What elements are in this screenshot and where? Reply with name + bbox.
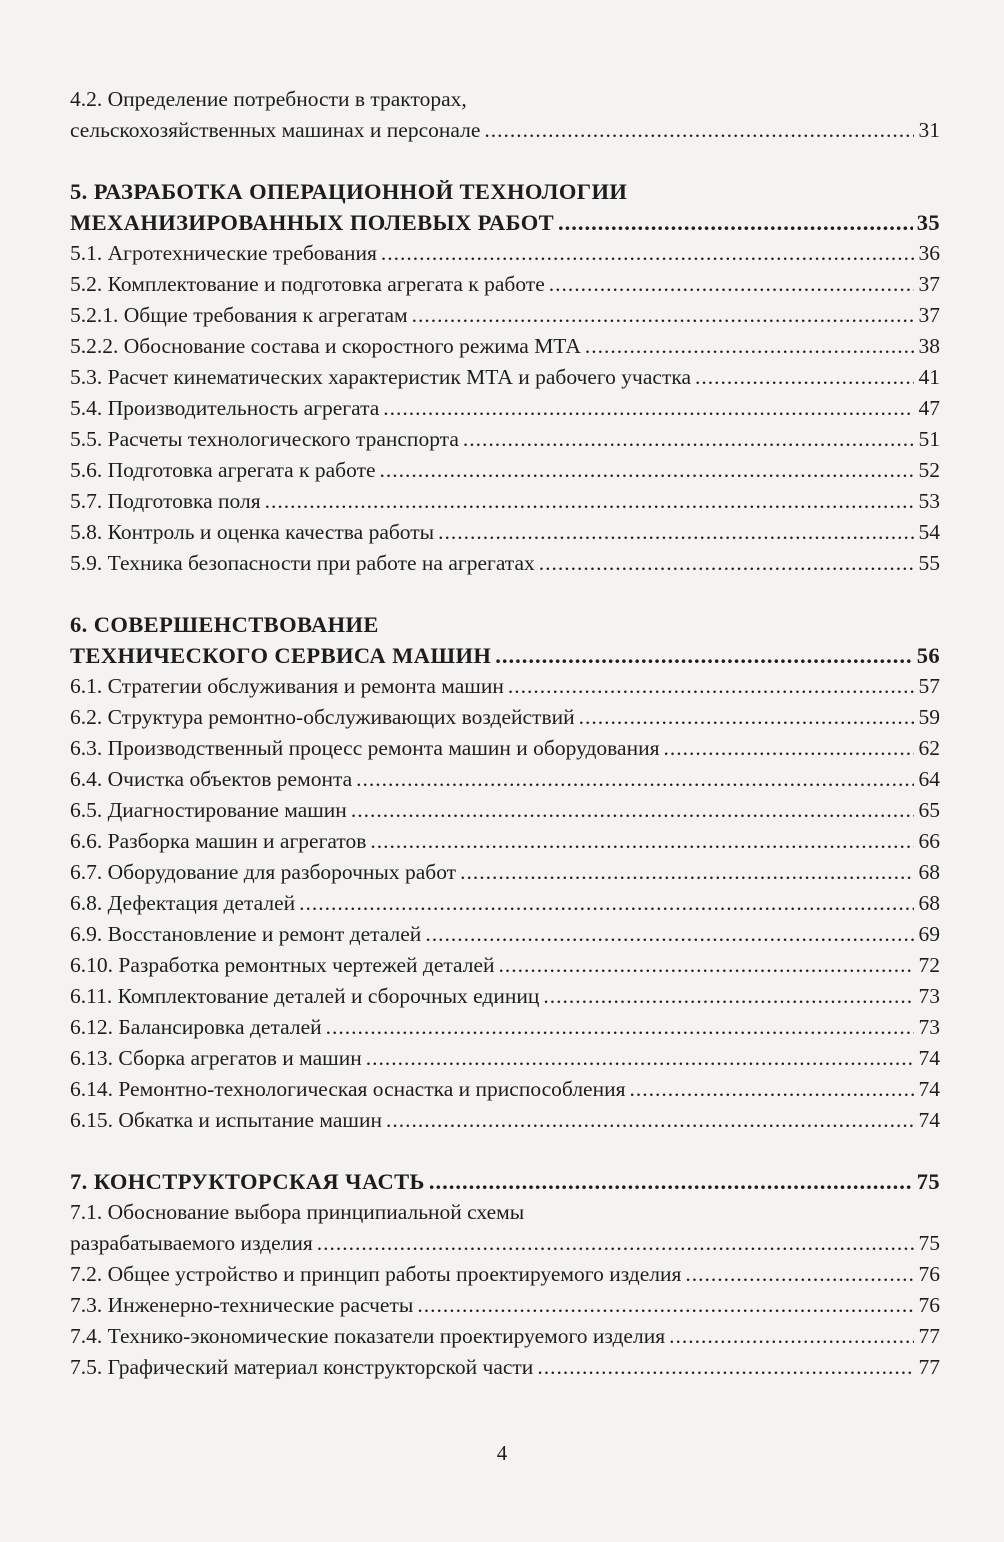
chapter-title: 7. КОНСТРУКТОРСКАЯ ЧАСТЬ <box>70 1169 425 1194</box>
dot-leader <box>265 486 914 517</box>
toc-entry-page: 37 <box>918 272 940 296</box>
toc-entry-page: 47 <box>918 396 940 420</box>
dot-leader <box>508 671 914 702</box>
toc-entry-page: 68 <box>918 891 940 915</box>
toc-entry <box>70 795 940 826</box>
chapter-5-entries <box>70 238 940 579</box>
dot-leader <box>585 331 914 362</box>
toc-entry <box>70 1043 940 1074</box>
toc-entry <box>70 981 940 1012</box>
toc-entry-title: 5.5. Расчеты технологического транспорта <box>70 427 459 451</box>
toc-entry <box>70 486 940 517</box>
dot-leader <box>386 1105 914 1136</box>
toc-entry <box>70 548 940 579</box>
toc-entry-title: 5.9. Техника безопасности при работе на агрегатах <box>70 551 535 575</box>
dot-leader <box>380 455 914 486</box>
dot-leader <box>381 238 914 269</box>
toc-entry-title: 5.4. Производительность агрегата <box>70 396 380 420</box>
dot-leader <box>558 207 913 238</box>
dot-leader <box>351 795 914 826</box>
dot-leader <box>317 1228 914 1259</box>
toc-entry <box>70 826 940 857</box>
toc-entry-title: 7.5. Графический материал конструкторской части <box>70 1355 534 1379</box>
toc-entry-title: 7.4. Технико-экономические показатели проектируемого изделия <box>70 1324 666 1348</box>
toc-entry-page: 36 <box>918 241 940 265</box>
toc-entry-title: 6.13. Сборка агрегатов и машин <box>70 1046 362 1070</box>
toc-entry-page: 75 <box>918 1231 940 1255</box>
toc-entry-title: 5.8. Контроль и оценка качества работы <box>70 520 435 544</box>
toc-entry <box>70 269 940 300</box>
chapter-5-heading <box>70 207 940 238</box>
toc-entry-title: 6.2. Структура ремонтно-обслуживающих воздействий <box>70 705 575 729</box>
chapter-6-heading-line1: 6. СОВЕРШЕНСТВОВАНИЕ <box>70 612 379 637</box>
toc-entry-page: 38 <box>918 334 940 358</box>
toc-entry-title: 5.2. Комплектование и подготовка агрегата к работе <box>70 272 545 296</box>
toc-entry-title: 6.4. Очистка объектов ремонта <box>70 767 353 791</box>
toc-entry <box>70 671 940 702</box>
toc-entry <box>70 1290 940 1321</box>
toc-entry-page: 72 <box>918 953 940 977</box>
dot-leader <box>438 517 914 548</box>
toc-entry-title: 6.11. Комплектование деталей и сборочных единиц <box>70 984 540 1008</box>
toc-entry-title: 5.2.2. Обоснование состава и скоростного режима МТА <box>70 334 581 358</box>
toc-entry-title: 7.3. Инженерно-технические расчеты <box>70 1293 414 1317</box>
toc-entry-page: 77 <box>918 1324 940 1348</box>
toc-entry-title: 6.12. Балансировка деталей <box>70 1015 322 1039</box>
toc-entry-title: 6.6. Разборка машин и агрегатов <box>70 829 367 853</box>
toc-entry-title: 6.1. Стратегии обслуживания и ремонта машин <box>70 674 504 698</box>
toc-entry-page: 76 <box>918 1293 940 1317</box>
toc-entry-page: 74 <box>918 1108 940 1132</box>
chapter-6-entries <box>70 671 940 1136</box>
toc-entry-page: 57 <box>918 674 940 698</box>
toc-entry-page: 76 <box>918 1262 940 1286</box>
chapter-page: 75 <box>916 1169 940 1194</box>
toc-entry <box>70 331 940 362</box>
toc-entry-title: 7.2. Общее устройство и принцип работы проектируемого изделия <box>70 1262 682 1286</box>
toc-entry <box>70 1321 940 1352</box>
toc-entry-title: разрабатываемого изделия <box>70 1231 313 1255</box>
dot-leader <box>299 888 914 919</box>
toc-entry-title: 6.7. Оборудование для разборочных работ <box>70 860 457 884</box>
toc-entry-title: 5.2.1. Общие требования к агрегатам <box>70 303 408 327</box>
dot-leader <box>499 950 914 981</box>
toc-entry <box>70 919 940 950</box>
toc-entry-page: 77 <box>918 1355 940 1379</box>
table-of-contents <box>70 84 940 1383</box>
toc-entry <box>70 702 940 733</box>
toc-entry-page: 53 <box>918 489 940 513</box>
chapter-7-entries <box>70 1259 940 1383</box>
dot-leader <box>429 1166 913 1197</box>
toc-entry-page: 52 <box>918 458 940 482</box>
toc-entry-page: 55 <box>918 551 940 575</box>
toc-entry-title: 6.10. Разработка ремонтных чертежей деталей <box>70 953 495 977</box>
chapter-7-heading <box>70 1166 940 1197</box>
dot-leader <box>463 424 914 455</box>
dot-leader <box>663 733 914 764</box>
toc-entry-title: 6.3. Производственный процесс ремонта машин и оборудования <box>70 736 660 760</box>
toc-entry <box>70 517 940 548</box>
toc-entry-page: 51 <box>918 427 940 451</box>
dot-leader <box>425 919 914 950</box>
toc-entry <box>70 950 940 981</box>
toc-entry-title: 5.3. Расчет кинематических характеристик МТА и рабочего участка <box>70 365 692 389</box>
toc-entry <box>70 300 940 331</box>
dot-leader <box>537 1352 914 1383</box>
chapter-page: 35 <box>916 210 940 235</box>
toc-entry <box>70 1259 940 1290</box>
toc-entry <box>70 424 940 455</box>
toc-entry-title: 6.15. Обкатка и испытание машин <box>70 1108 382 1132</box>
chapter-page: 56 <box>916 643 940 668</box>
toc-entry-page: 31 <box>918 118 940 142</box>
toc-entry-page: 74 <box>918 1077 940 1101</box>
toc-entry <box>70 764 940 795</box>
toc-entry <box>70 1105 940 1136</box>
dot-leader <box>495 640 912 671</box>
dot-leader <box>460 857 914 888</box>
toc-entry-title: сельскохозяйственных машинах и персонале <box>70 118 481 142</box>
toc-entry-title: 5.6. Подготовка агрегата к работе <box>70 458 376 482</box>
dot-leader <box>383 393 914 424</box>
chapter-5-heading-line1: 5. РАЗРАБОТКА ОПЕРАЦИОННОЙ ТЕХНОЛОГИИ <box>70 179 628 204</box>
toc-entry-title: 5.7. Подготовка поля <box>70 489 261 513</box>
toc-entry-title: 6.5. Диагностирование машин <box>70 798 347 822</box>
toc-entry-page: 54 <box>918 520 940 544</box>
toc-entry <box>70 455 940 486</box>
dot-leader <box>366 1043 914 1074</box>
toc-entry-title: 6.14. Ремонтно-технологическая оснастка и приспособления <box>70 1077 626 1101</box>
toc-entry-page: 62 <box>918 736 940 760</box>
chapter-title: ТЕХНИЧЕСКОГО СЕРВИСА МАШИН <box>70 643 492 668</box>
dot-leader <box>370 826 914 857</box>
toc-entry-page: 37 <box>918 303 940 327</box>
toc-entry-7-1-line1: 7.1. Обоснование выбора принципиальной схемы <box>70 1200 525 1224</box>
dot-leader <box>579 702 914 733</box>
toc-entry-title: 6.8. Дефектация деталей <box>70 891 296 915</box>
page-number: 4 <box>496 1441 508 1465</box>
dot-leader <box>669 1321 914 1352</box>
toc-entry <box>70 1012 940 1043</box>
dot-leader <box>412 300 914 331</box>
toc-entry <box>70 1352 940 1383</box>
toc-entry-page: 73 <box>918 1015 940 1039</box>
dot-leader <box>685 1259 914 1290</box>
dot-leader <box>417 1290 914 1321</box>
dot-leader <box>539 548 914 579</box>
toc-entry <box>70 733 940 764</box>
dot-leader <box>543 981 914 1012</box>
dot-leader <box>326 1012 914 1043</box>
dot-leader <box>356 764 914 795</box>
toc-entry <box>70 362 940 393</box>
chapter-6-heading <box>70 640 940 671</box>
toc-entry-page: 69 <box>918 922 940 946</box>
toc-entry-page: 74 <box>918 1046 940 1070</box>
toc-entry-page: 59 <box>918 705 940 729</box>
chapter-title: МЕХАНИЗИРОВАННЫХ ПОЛЕВЫХ РАБОТ <box>70 210 555 235</box>
toc-entry-7-1 <box>70 1228 940 1259</box>
toc-entry <box>70 857 940 888</box>
dot-leader <box>695 362 914 393</box>
dot-leader <box>630 1074 914 1105</box>
toc-entry-title: 5.1. Агротехнические требования <box>70 241 377 265</box>
toc-entry-4-2 <box>70 115 940 146</box>
toc-entry-page: 68 <box>918 860 940 884</box>
toc-entry <box>70 238 940 269</box>
dot-leader <box>549 269 914 300</box>
toc-entry-page: 65 <box>918 798 940 822</box>
toc-entry-page: 66 <box>918 829 940 853</box>
toc-entry-page: 64 <box>918 767 940 791</box>
toc-entry <box>70 1074 940 1105</box>
toc-entry-page: 41 <box>918 365 940 389</box>
toc-entry-4-2-line1: 4.2. Определение потребности в тракторах, <box>70 87 467 111</box>
dot-leader <box>484 115 914 146</box>
toc-entry <box>70 393 940 424</box>
toc-entry <box>70 888 940 919</box>
toc-entry-title: 6.9. Восстановление и ремонт деталей <box>70 922 422 946</box>
toc-entry-page: 73 <box>918 984 940 1008</box>
